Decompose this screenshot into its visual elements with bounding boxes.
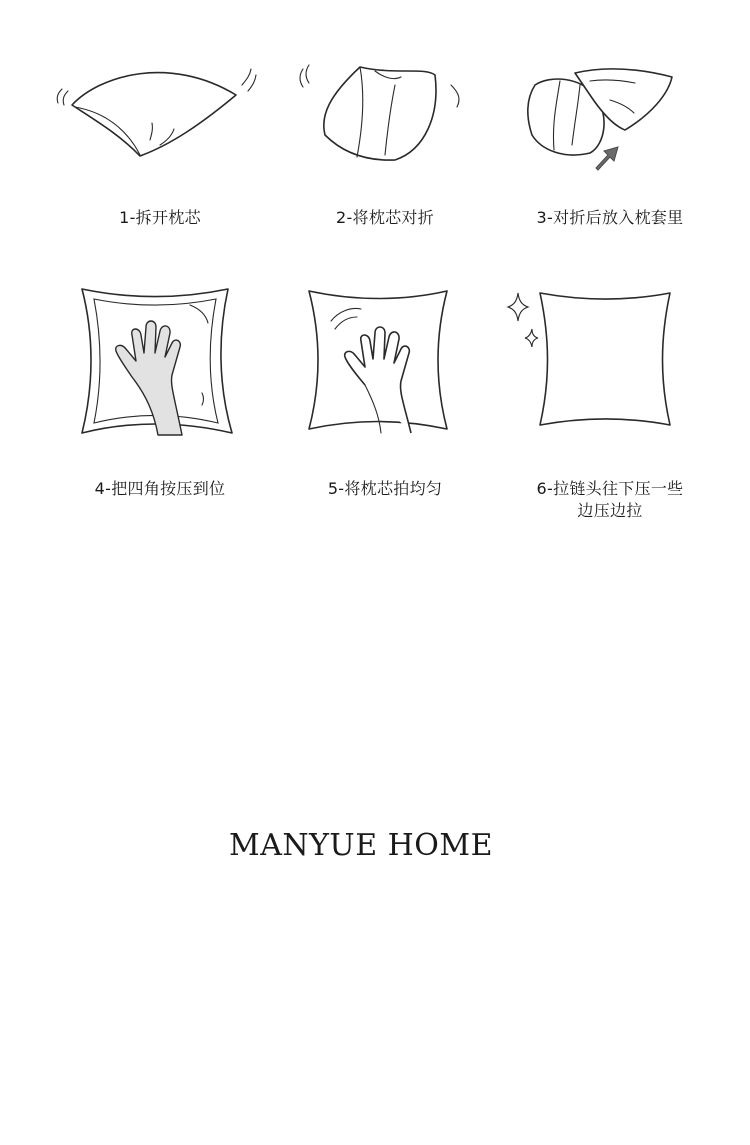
step-caption: 3-对折后放入枕套里 [536,208,684,227]
step-caption: 2-将枕芯对折 [335,208,435,227]
hand-press-corners-icon [50,285,270,445]
step-caption: 6-拉链头往下压一些 [536,479,684,498]
step-6 [500,285,720,525]
finished-pillow-sparkle-icon [500,285,720,445]
step-2 [275,55,495,235]
step-caption-line2: 边压边拉 [577,501,643,520]
step-5 [275,285,495,498]
pillow-into-case-icon [500,55,720,185]
step-caption: 4-把四角按压到位 [94,479,226,498]
brand-wordmark: MANYUE HOME [228,828,494,863]
step-caption: 1-拆开枕芯 [119,208,201,227]
hand-pat-pillow-icon [275,285,495,445]
step-4 [50,285,270,498]
step-caption: 5-将枕芯拍均匀 [327,479,443,498]
pillow-folded-icon [275,55,495,175]
pillow-unpacked-icon [50,55,270,175]
step-1 [50,55,270,235]
step-3 [500,55,720,235]
